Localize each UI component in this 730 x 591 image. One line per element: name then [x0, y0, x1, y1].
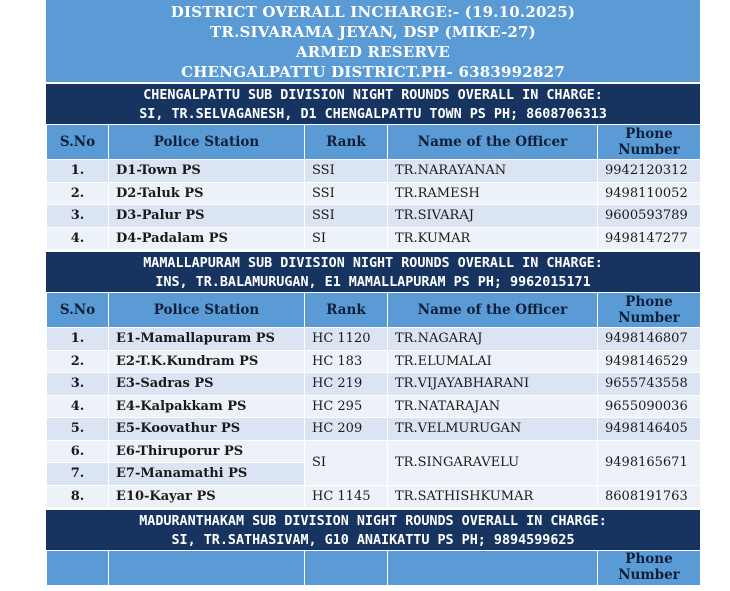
division-heading-maduranthakam — [46, 508, 700, 550]
table-row — [47, 485, 701, 508]
phone-cell: 9498146529 — [598, 350, 701, 373]
officer-cell: TR.RAMESH — [388, 182, 598, 205]
phone-cell: 9600593789 — [598, 205, 701, 228]
column-header-sno: S.No — [47, 125, 109, 160]
station-cell: D1-Town PS — [109, 160, 305, 183]
station-cell: D4-Padalam PS — [109, 227, 305, 250]
column-header-officer: Name of the Officer — [388, 125, 598, 160]
officer-cell: TR.NARAYANAN — [388, 160, 598, 183]
district-incharge-banner — [46, 0, 700, 82]
division-heading-line-2: SI, TR.SELVAGANESH, D1 CHENGALPATTU TOWN PS PH; 8608706313 — [139, 107, 607, 122]
roster-table-mamallapuram — [46, 292, 700, 508]
table-row — [47, 440, 701, 463]
rank-cell: SSI — [305, 182, 388, 205]
table-row — [47, 160, 701, 183]
rank-cell: HC 183 — [305, 350, 388, 373]
sno-cell: 7. — [47, 463, 109, 486]
rank-cell: SSI — [305, 160, 388, 183]
phone-cell: 9498110052 — [598, 182, 701, 205]
sno-cell: 1. — [47, 160, 109, 183]
column-header-officer — [388, 551, 598, 586]
sno-cell: 6. — [47, 440, 109, 463]
officer-cell: TR.VIJAYABHARANI — [388, 373, 598, 396]
officer-cell: TR.NAGARAJ — [388, 328, 598, 351]
column-header-phone: Phone Number — [598, 125, 701, 160]
station-cell: E4-Kalpakkam PS — [109, 395, 305, 418]
officer-cell: TR.KUMAR — [388, 227, 598, 250]
sno-cell: 8. — [47, 485, 109, 508]
phone-cell: 9655743558 — [598, 373, 701, 396]
sno-cell: 2. — [47, 350, 109, 373]
table-row — [47, 418, 701, 441]
rank-cell: HC 295 — [305, 395, 388, 418]
division-heading-chengalpattu — [46, 82, 700, 124]
station-cell: D3-Palur PS — [109, 205, 305, 228]
column-header-rank: Rank — [305, 125, 388, 160]
rank-cell: HC 209 — [305, 418, 388, 441]
table-row — [47, 395, 701, 418]
sno-cell: 4. — [47, 395, 109, 418]
division-heading-line-2: SI, TR.SATHASIVAM, G10 ANAIKATTU PS PH; 9894599625 — [171, 533, 575, 548]
division-heading-line-1: MAMALLAPURAM SUB DIVISION NIGHT ROUNDS OVERALL IN CHARGE: — [143, 256, 603, 271]
banner-line-4: CHENGALPATTU DISTRICT.PH- 6383992827 — [181, 63, 565, 81]
roster-table-maduranthakam — [46, 550, 700, 586]
officer-cell: TR.ELUMALAI — [388, 350, 598, 373]
sno-cell: 2. — [47, 182, 109, 205]
duty-roster-sheet — [46, 0, 700, 591]
phone-cell: 9498147277 — [598, 227, 701, 250]
roster-table-chengalpattu — [46, 124, 700, 250]
sno-cell: 3. — [47, 373, 109, 396]
station-cell: E1-Mamallapuram PS — [109, 328, 305, 351]
column-header-police-station: Police Station — [109, 293, 305, 328]
banner-line-3: ARMED RESERVE — [295, 43, 451, 61]
officer-cell: TR.VELMURUGAN — [388, 418, 598, 441]
column-header-phone: Phone Number — [598, 551, 701, 586]
station-cell: E2-T.K.Kundram PS — [109, 350, 305, 373]
division-heading-mamallapuram — [46, 250, 700, 292]
officer-cell: TR.SATHISHKUMAR — [388, 485, 598, 508]
rank-cell: HC 219 — [305, 373, 388, 396]
column-header-rank — [305, 551, 388, 586]
division-heading-line-1: CHENGALPATTU SUB DIVISION NIGHT ROUNDS OVERALL IN CHARGE: — [143, 88, 603, 103]
phone-cell: 9498146807 — [598, 328, 701, 351]
table-row — [47, 227, 701, 250]
rank-cell: HC 1120 — [305, 328, 388, 351]
phone-cell: 9942120312 — [598, 160, 701, 183]
phone-cell: 9498165671 — [598, 440, 701, 485]
column-header-police-station: Police Station — [109, 125, 305, 160]
phone-cell: 8608191763 — [598, 485, 701, 508]
column-header-phone: Phone Number — [598, 293, 701, 328]
station-cell: D2-Taluk PS — [109, 182, 305, 205]
table-row — [47, 205, 701, 228]
column-header-rank: Rank — [305, 293, 388, 328]
rank-cell: SI — [305, 227, 388, 250]
table-header-row — [47, 125, 701, 160]
table-row — [47, 182, 701, 205]
station-cell: E7-Manamathi PS — [109, 463, 305, 486]
officer-cell: TR.SINGARAVELU — [388, 440, 598, 485]
sno-cell: 4. — [47, 227, 109, 250]
banner-line-2: TR.SIVARAMA JEYAN, DSP (MIKE-27) — [210, 23, 536, 41]
table-header-row — [47, 551, 701, 586]
column-header-officer: Name of the Officer — [388, 293, 598, 328]
column-header-sno: S.No — [47, 293, 109, 328]
table-header-row — [47, 293, 701, 328]
sno-cell: 1. — [47, 328, 109, 351]
phone-cell: 9498146405 — [598, 418, 701, 441]
banner-line-1: DISTRICT OVERALL INCHARGE:- (19.10.2025) — [170, 3, 576, 21]
sno-cell: 3. — [47, 205, 109, 228]
division-heading-line-1: MADURANTHAKAM SUB DIVISION NIGHT ROUNDS OVERALL IN CHARGE: — [139, 514, 607, 529]
column-header-police-station — [109, 551, 305, 586]
officer-cell: TR.NATARAJAN — [388, 395, 598, 418]
station-cell: E3-Sadras PS — [109, 373, 305, 396]
station-cell: E6-Thiruporur PS — [109, 440, 305, 463]
rank-cell: HC 1145 — [305, 485, 388, 508]
sno-cell: 5. — [47, 418, 109, 441]
column-header-sno — [47, 551, 109, 586]
table-row — [47, 373, 701, 396]
station-cell: E10-Kayar PS — [109, 485, 305, 508]
officer-cell: TR.SIVARAJ — [388, 205, 598, 228]
table-row — [47, 328, 701, 351]
division-heading-line-2: INS, TR.BALAMURUGAN, E1 MAMALLAPURAM PS PH; 9962015171 — [155, 275, 591, 290]
station-cell: E5-Koovathur PS — [109, 418, 305, 441]
rank-cell: SSI — [305, 205, 388, 228]
table-row — [47, 350, 701, 373]
rank-cell: SI — [305, 440, 388, 485]
phone-cell: 9655090036 — [598, 395, 701, 418]
